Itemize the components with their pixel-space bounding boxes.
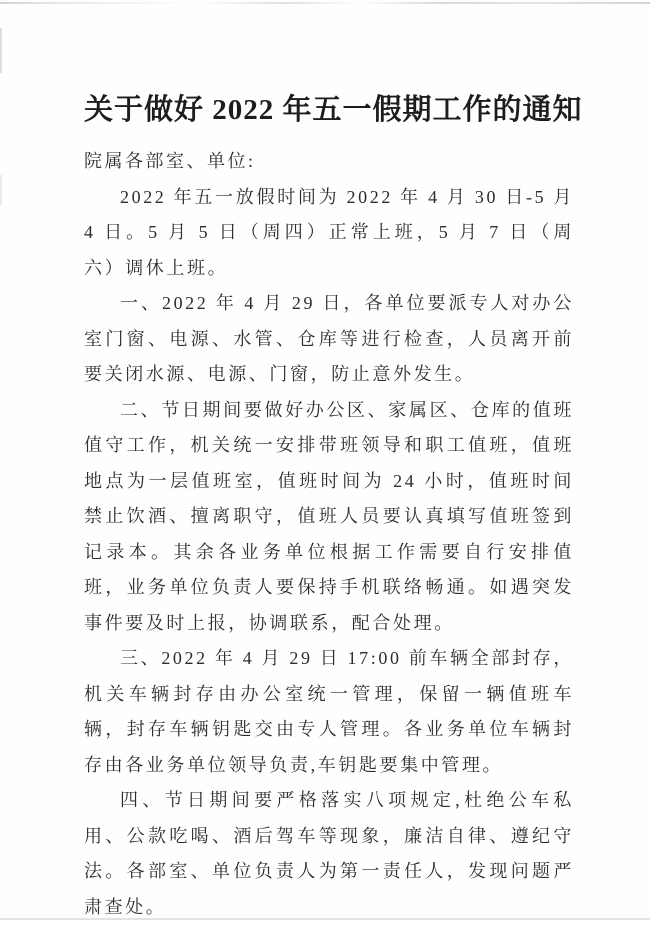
scan-artifact-left-edge-lower [0,175,2,205]
paragraph-holiday-dates: 2022 年五一放假时间为 2022 年 4 月 30 日-5 月 4 日。5 月 5 日（周四）正常上班，5 月 7 日（周六）调休上班。 [84,186,574,278]
document-body [84,0,583,925]
paragraph-item-3-vehicle-sealing: 三、2022 年 4 月 29 日 17:00 前车辆全部封存，机关车辆封存由办公室统一管理，保留一辆值班车辆，封存车辆钥匙交由专人管理。各业务单位车辆封存由各业务单位领导负责,车钥匙要集中管理。 [84,648,574,775]
scan-artifact-left-edge [0,28,2,73]
paragraph-item-1-inspection: 一、2022 年 4 月 29 日，各单位要派专人对办公室门窗、电源、水管、仓库等进行检查，人员离开前要关闭水源、电源、门窗，防止意外发生。 [84,293,574,384]
salutation-line: 院属各部室、单位: [84,151,256,171]
paragraph-item-4-discipline: 四、节日期间要严格落实八项规定,杜绝公车私用、公款吃喝、酒后驾车等现象，廉洁自律、遵纪守法。各部室、单位负责人为第一责任人，发现问题严肃查处。 [84,790,574,917]
document-title: 关于做好 2022 年五一假期工作的通知 [84,94,583,126]
paragraph-item-2-duty-shifts: 二、节日期间要做好办公区、家属区、仓库的值班值守工作，机关统一安排带班领导和职工值班，值班地点为一层值班室，值班时间为 24 小时，值班时间禁止饮酒、擅离职守，值班人员要认真填写值班签到记录本。其余各业务单位根据工作需要自行安排值班，业务单位负责人要保持手机联络畅通。如遇突发事件要及时上报，协调联系，配合处理。 [84,399,574,633]
